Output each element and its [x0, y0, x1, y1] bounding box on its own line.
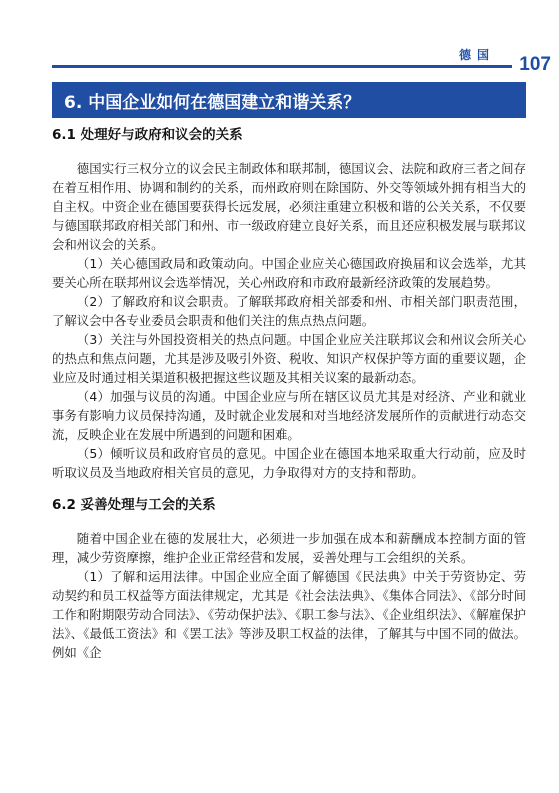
paragraph: 德国实行三权分立的议会民主制政体和联邦制，德国议会、法院和政府三者之间存在着互相作用、协调和制约的关系，而州政府则在除国防、外交等领域外拥有相当大的自主权。中资企业在德国要获得长远发展，必须注重建立积极和谐的公关关系，不仅要与德国联邦政府相关部门和州、市一级政府建立良好关系，而且还应积极发展与联邦议会和州议会的关系。 [52, 161, 526, 252]
subheading-6-1: 6.1 处理好与政府和议会的关系 [52, 127, 243, 143]
paragraph: （5）倾听议员和政府官员的意见。中国企业在德国本地采取重大行动前，应及时听取议员及当地政府相关官员的意见，力争取得对方的支持和帮助。 [52, 446, 526, 480]
paragraph: （1）了解和运用法律。中国企业应全面了解德国《民法典》中关于劳资协定、劳动契约和员工权益等方面法律规定，尤其是《社会法法典》、《集体合同法》、《部分时间工作和附期限劳动合同法》、《劳动保护法》、《职工参与法》、《企业组织法》、《解雇保护法》、《最低工资法》和《罢工法》等涉及职工权益的法律，了解其与中国不同的做法。例如《企 [52, 569, 526, 660]
paragraph: （2）了解政府和议会职责。了解联邦政府相关部委和州、市相关部门职责范围，了解议会中各专业委员会职责和他们关注的焦点热点问题。 [52, 294, 526, 328]
page-number: 107 [519, 54, 551, 75]
paragraph: （3）关注与外国投资相关的热点问题。中国企业应关注联邦议会和州议会所关心的热点和焦点问题，尤其是涉及吸引外资、税收、知识产权保护等方面的重要议题，企业应及时通过相关渠道积极把握这些议题及其相关议案的最新动态。 [52, 332, 526, 385]
header-rule [52, 65, 512, 68]
paragraph: 随着中国企业在德的发展壮大，必须进一步加强在成本和薪酬成本控制方面的管理，减少劳资摩擦，维护企业正常经营和发展，妥善处理与工会组织的关系。 [52, 531, 526, 565]
content [52, 122, 526, 662]
paragraph: （4）加强与议员的沟通。中国企业应与所在辖区议员尤其是对经济、产业和就业事务有影响力议员保持沟通，及时就企业发展和对当地经济发展所作的贡献进行动态交流，反映企业在发展中所遇到的问题和困难。 [52, 389, 526, 442]
section-title: 6. 中国企业如何在德国建立和谐关系？ [64, 92, 361, 113]
header-country: 德国 [458, 48, 495, 62]
subheading-6-2: 6.2 妥善处理与工会的关系 [52, 497, 216, 513]
section-banner [52, 82, 526, 118]
paragraph: （1）关心德国政局和政策动向。中国企业应关心德国政府换届和议会选举，尤其要关心所在联邦州议会选举情况，关心州政府和市政府最新经济政策的发展趋势。 [52, 256, 526, 290]
